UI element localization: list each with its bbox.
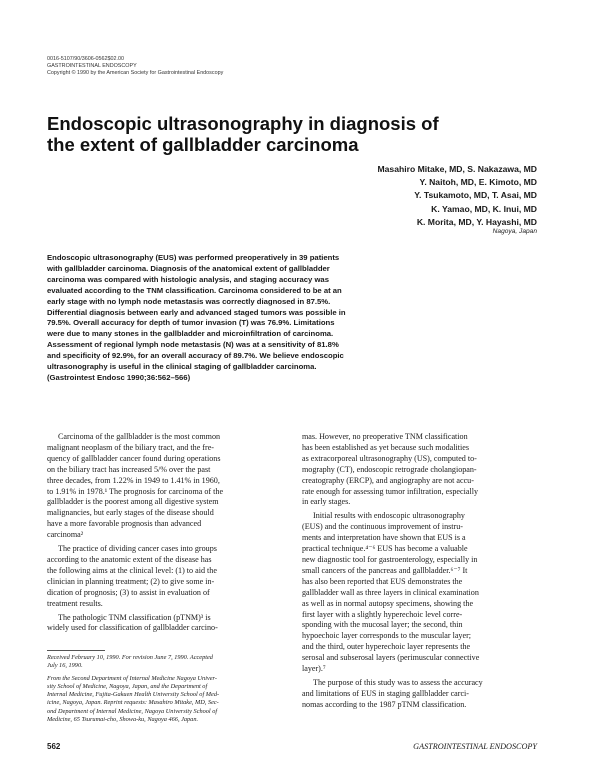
author-line: Y. Naitoh, MD, E. Kimoto, MD bbox=[419, 177, 537, 188]
body-line: nomas according to the 1987 pTNM classification. bbox=[302, 699, 467, 709]
abstract bbox=[47, 253, 442, 384]
body-line: have a more favorable prognosis than advanced bbox=[47, 519, 202, 529]
body-line: as well as in normal autopsy specimens, showing the bbox=[302, 598, 474, 608]
abstract-line: 79.5%. Overall accuracy for depth of tumor invasion (T) was 76.9%. Limitations bbox=[47, 318, 335, 328]
body-line: rate enough for assessing tumor infiltration, especially bbox=[302, 486, 478, 496]
body-line: small cancers of the pancreas and gallbladder.⁶⁻⁷ It bbox=[302, 565, 468, 575]
body-line: mography (CT), endoscopic retrograde cholangiopan- bbox=[302, 464, 477, 474]
abstract-line: (Gastrointest Endosc 1990;36:562–566) bbox=[47, 372, 191, 382]
body-line: clinician in planning treatment; (2) to give some in- bbox=[47, 576, 215, 586]
body-line: dication of prognosis; (3) to assist in evaluation of bbox=[47, 587, 210, 597]
body-line: layer).⁷ bbox=[302, 664, 326, 674]
abstract-line: Differential diagnosis between early and advanced staged tumors was possible in bbox=[47, 307, 346, 317]
body-line: hypoechoic layer corresponds to the muscular layer; bbox=[302, 631, 472, 641]
body-line: sponding with the mucosal layer; the second, thin bbox=[302, 620, 463, 630]
body-line: mas. However, no preoperative TNM classification bbox=[302, 432, 468, 441]
affiliation: Nagoya, Japan bbox=[492, 228, 537, 235]
body-line: ments and interpretation have shown that EUS is a bbox=[302, 533, 466, 543]
footnote-divider bbox=[47, 650, 105, 651]
body-line: in early stages. bbox=[302, 497, 351, 507]
body-line: has been established as yet because such modalities bbox=[302, 442, 469, 452]
body-line: malignancies, but early stages of the disease should bbox=[47, 508, 214, 518]
abstract-line: Endoscopic ultrasonography (EUS) was performed preoperatively in 39 patients bbox=[47, 253, 340, 262]
abstract-line: Assessment of regional lymph node metastasis (N) was at a sensitivity of 81.8% bbox=[47, 340, 339, 350]
running-footer-journal: GASTROINTESTINAL ENDOSCOPY bbox=[413, 742, 537, 751]
page-number: 562 bbox=[47, 742, 61, 751]
abstract-line: carcinoma was compared with histologic analysis, and staging accuracy was bbox=[47, 274, 329, 284]
footnote-line: Medicine, 65 Tsurumai-cho, Showa-ku, Nagoya 466, Japan. bbox=[47, 716, 199, 724]
footnote-line: ond Department of Internal Medicine, Nagoya University School of bbox=[47, 707, 218, 715]
journal-header bbox=[47, 56, 223, 77]
author-list bbox=[377, 163, 537, 229]
footnote-line: sity School of Medicine, Nagoya, Japan, and the Department of bbox=[47, 682, 208, 690]
body-line: practical technique.⁴⁻⁶ EUS has become a valuable bbox=[302, 544, 468, 554]
body-line: The pathologic TNM classification (pTNM)³ is bbox=[58, 612, 211, 622]
abstract-line: and specificity of 92.9%, for an overall accuracy of 89.7%. We believe endoscopic bbox=[47, 351, 344, 361]
body-line: Initial results with endoscopic ultrasonography bbox=[313, 511, 465, 521]
body-line: gallbladder wall as three layers in clinical examination bbox=[302, 587, 479, 597]
body-line: three decades, from 1.22% in 1949 to 1.41% in 1960, bbox=[47, 475, 220, 485]
body-line: The practice of dividing cancer cases into groups bbox=[58, 544, 217, 554]
abstract-line: evaluated according to the TNM classification. Carcinoma considered to be at an bbox=[47, 285, 342, 295]
body-line: first layer with a slightly hyperechoic level corre- bbox=[302, 609, 463, 619]
body-line: to 1.91% in 1978.¹ The prognosis for carcinoma of the bbox=[47, 486, 224, 496]
abstract-line: with gallbladder carcinoma. Diagnosis of the anatomical extent of gallbladder bbox=[47, 263, 330, 273]
body-line: treatment results. bbox=[47, 598, 103, 608]
footnote-line: Received February 10, 1990. For revision June 7, 1990. Accepted bbox=[47, 654, 213, 661]
body-line: quency of gallbladder cancer found during operations bbox=[47, 453, 221, 463]
body-line: new diagnostic tool for gastroenterology, especially in bbox=[302, 554, 478, 564]
body-line: the following aims at the clinical level: (1) to aid the bbox=[47, 565, 217, 575]
article-title bbox=[47, 113, 439, 155]
body-line: serosal and subserosal layers (perimuscular connective bbox=[302, 653, 480, 663]
title-line: the extent of gallbladder carcinoma bbox=[47, 134, 359, 155]
footnote-line: icine, Nagoya, Japan. Reprint requests: Masahiro Mitake, MD, Sec- bbox=[47, 699, 219, 707]
body-line: creatography (ERCP), and angiography are not accu- bbox=[302, 475, 474, 485]
footnote-line: From the Second Department of Internal Medicine Nagoya Univer- bbox=[47, 674, 217, 682]
abstract-line: ultrasonography is useful in the clinical staging of gallbladder carcinoma. bbox=[47, 362, 317, 372]
body-line: as extracorporeal ultrasonography (US), computed to- bbox=[302, 453, 477, 463]
body-line: (EUS) and the continuous improvement of instru- bbox=[302, 522, 463, 532]
body-line: malignant neoplasm of the biliary tract, and the fre- bbox=[47, 442, 214, 452]
abstract-line: were due to many stones in the gallbladder and microinfiltration of carcinoma. bbox=[47, 329, 334, 339]
author-line: K. Yamao, MD, K. Inui, MD bbox=[431, 203, 537, 214]
abstract-line: early stage with no lymph node metastasis was correctly diagnosed in 87.5%. bbox=[47, 296, 331, 306]
body-line: carcinoma² bbox=[47, 530, 84, 540]
author-line: Masahiro Mitake, MD, S. Nakazawa, MD bbox=[377, 164, 537, 174]
body-line: Carcinoma of the gallbladder is the most common bbox=[58, 432, 221, 441]
footnote-line: July 16, 1990. bbox=[47, 662, 83, 670]
title-line: Endoscopic ultrasonography in diagnosis of bbox=[47, 113, 439, 134]
body-line: according to the anatomic extent of the disease has bbox=[47, 554, 212, 564]
footnote bbox=[47, 654, 283, 724]
author-line: K. Morita, MD, Y. Hayashi, MD bbox=[416, 216, 537, 227]
body-line: The purpose of this study was to assess the accuracy bbox=[313, 677, 483, 687]
body-line: gallbladder is the poorest among all digestive system bbox=[47, 497, 219, 507]
body-line: has also been reported that EUS demonstrates the bbox=[302, 576, 463, 586]
body-line: and the third, outer hyperechoic layer represents the bbox=[302, 642, 471, 652]
body-column-left bbox=[47, 432, 283, 634]
footnote-line: Internal Medicine, Fujita-Gakuen Health University School of Med- bbox=[47, 691, 220, 699]
body-line: and limitations of EUS in staging gallbladder carci- bbox=[302, 688, 470, 698]
header-line: GASTROINTESTINAL ENDOSCOPY bbox=[47, 63, 137, 69]
body-line: on the biliary tract has increased 5/% over the past bbox=[47, 464, 211, 474]
header-line: 0016-5107/90/3606-0562$02.00 bbox=[47, 56, 125, 62]
header-line: Copyright © 1990 by the American Society for Gastrointestinal Endoscopy bbox=[47, 70, 224, 76]
body-column-right bbox=[302, 432, 538, 711]
body-line: widely used for classification of gallbladder carcino- bbox=[47, 623, 218, 633]
author-line: Y. Tsukamoto, MD, T. Asai, MD bbox=[414, 190, 537, 201]
